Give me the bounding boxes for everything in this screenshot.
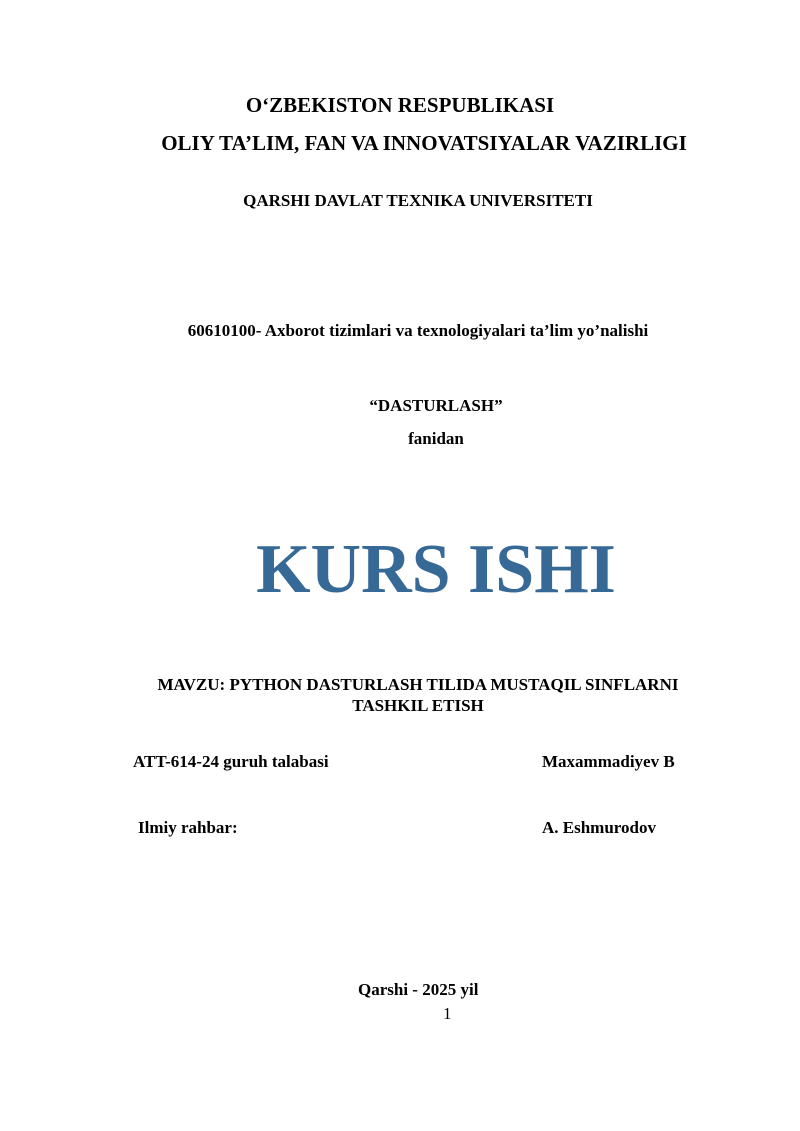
ministry-heading: OLIY TA’LIM, FAN VA INNOVATSIYALAR VAZIRLIGI: [161, 131, 687, 155]
university-heading: QARSHI DAVLAT TEXNIKA UNIVERSITETI: [243, 191, 593, 210]
republic-heading: O‘ZBEKISTON RESPUBLIKASI: [245, 93, 555, 117]
student-label: ATT-614-24 guruh talabasi: [133, 752, 329, 771]
student-name: Maxammadiyev B: [542, 752, 675, 771]
topic-line-2: TASHKIL ETISH: [352, 696, 484, 715]
page-number: 1: [443, 1004, 452, 1023]
place-year: Qarshi - 2025 yil: [358, 980, 479, 999]
topic-line-1: MAVZU: PYTHON DASTURLASH TILIDA MUSTAQIL SINFLARNI: [157, 675, 679, 694]
advisor-label: Ilmiy rahbar:: [138, 818, 238, 837]
document-type-title: KURS ISHI: [256, 531, 616, 608]
subject-suffix: fanidan: [408, 429, 464, 448]
program-line: 60610100- Axborot tizimlari va texnologiyalari ta’lim yo’nalishi: [187, 321, 649, 340]
advisor-name: A. Eshmurodov: [542, 818, 656, 837]
subject-name: “DASTURLASH”: [369, 396, 503, 415]
